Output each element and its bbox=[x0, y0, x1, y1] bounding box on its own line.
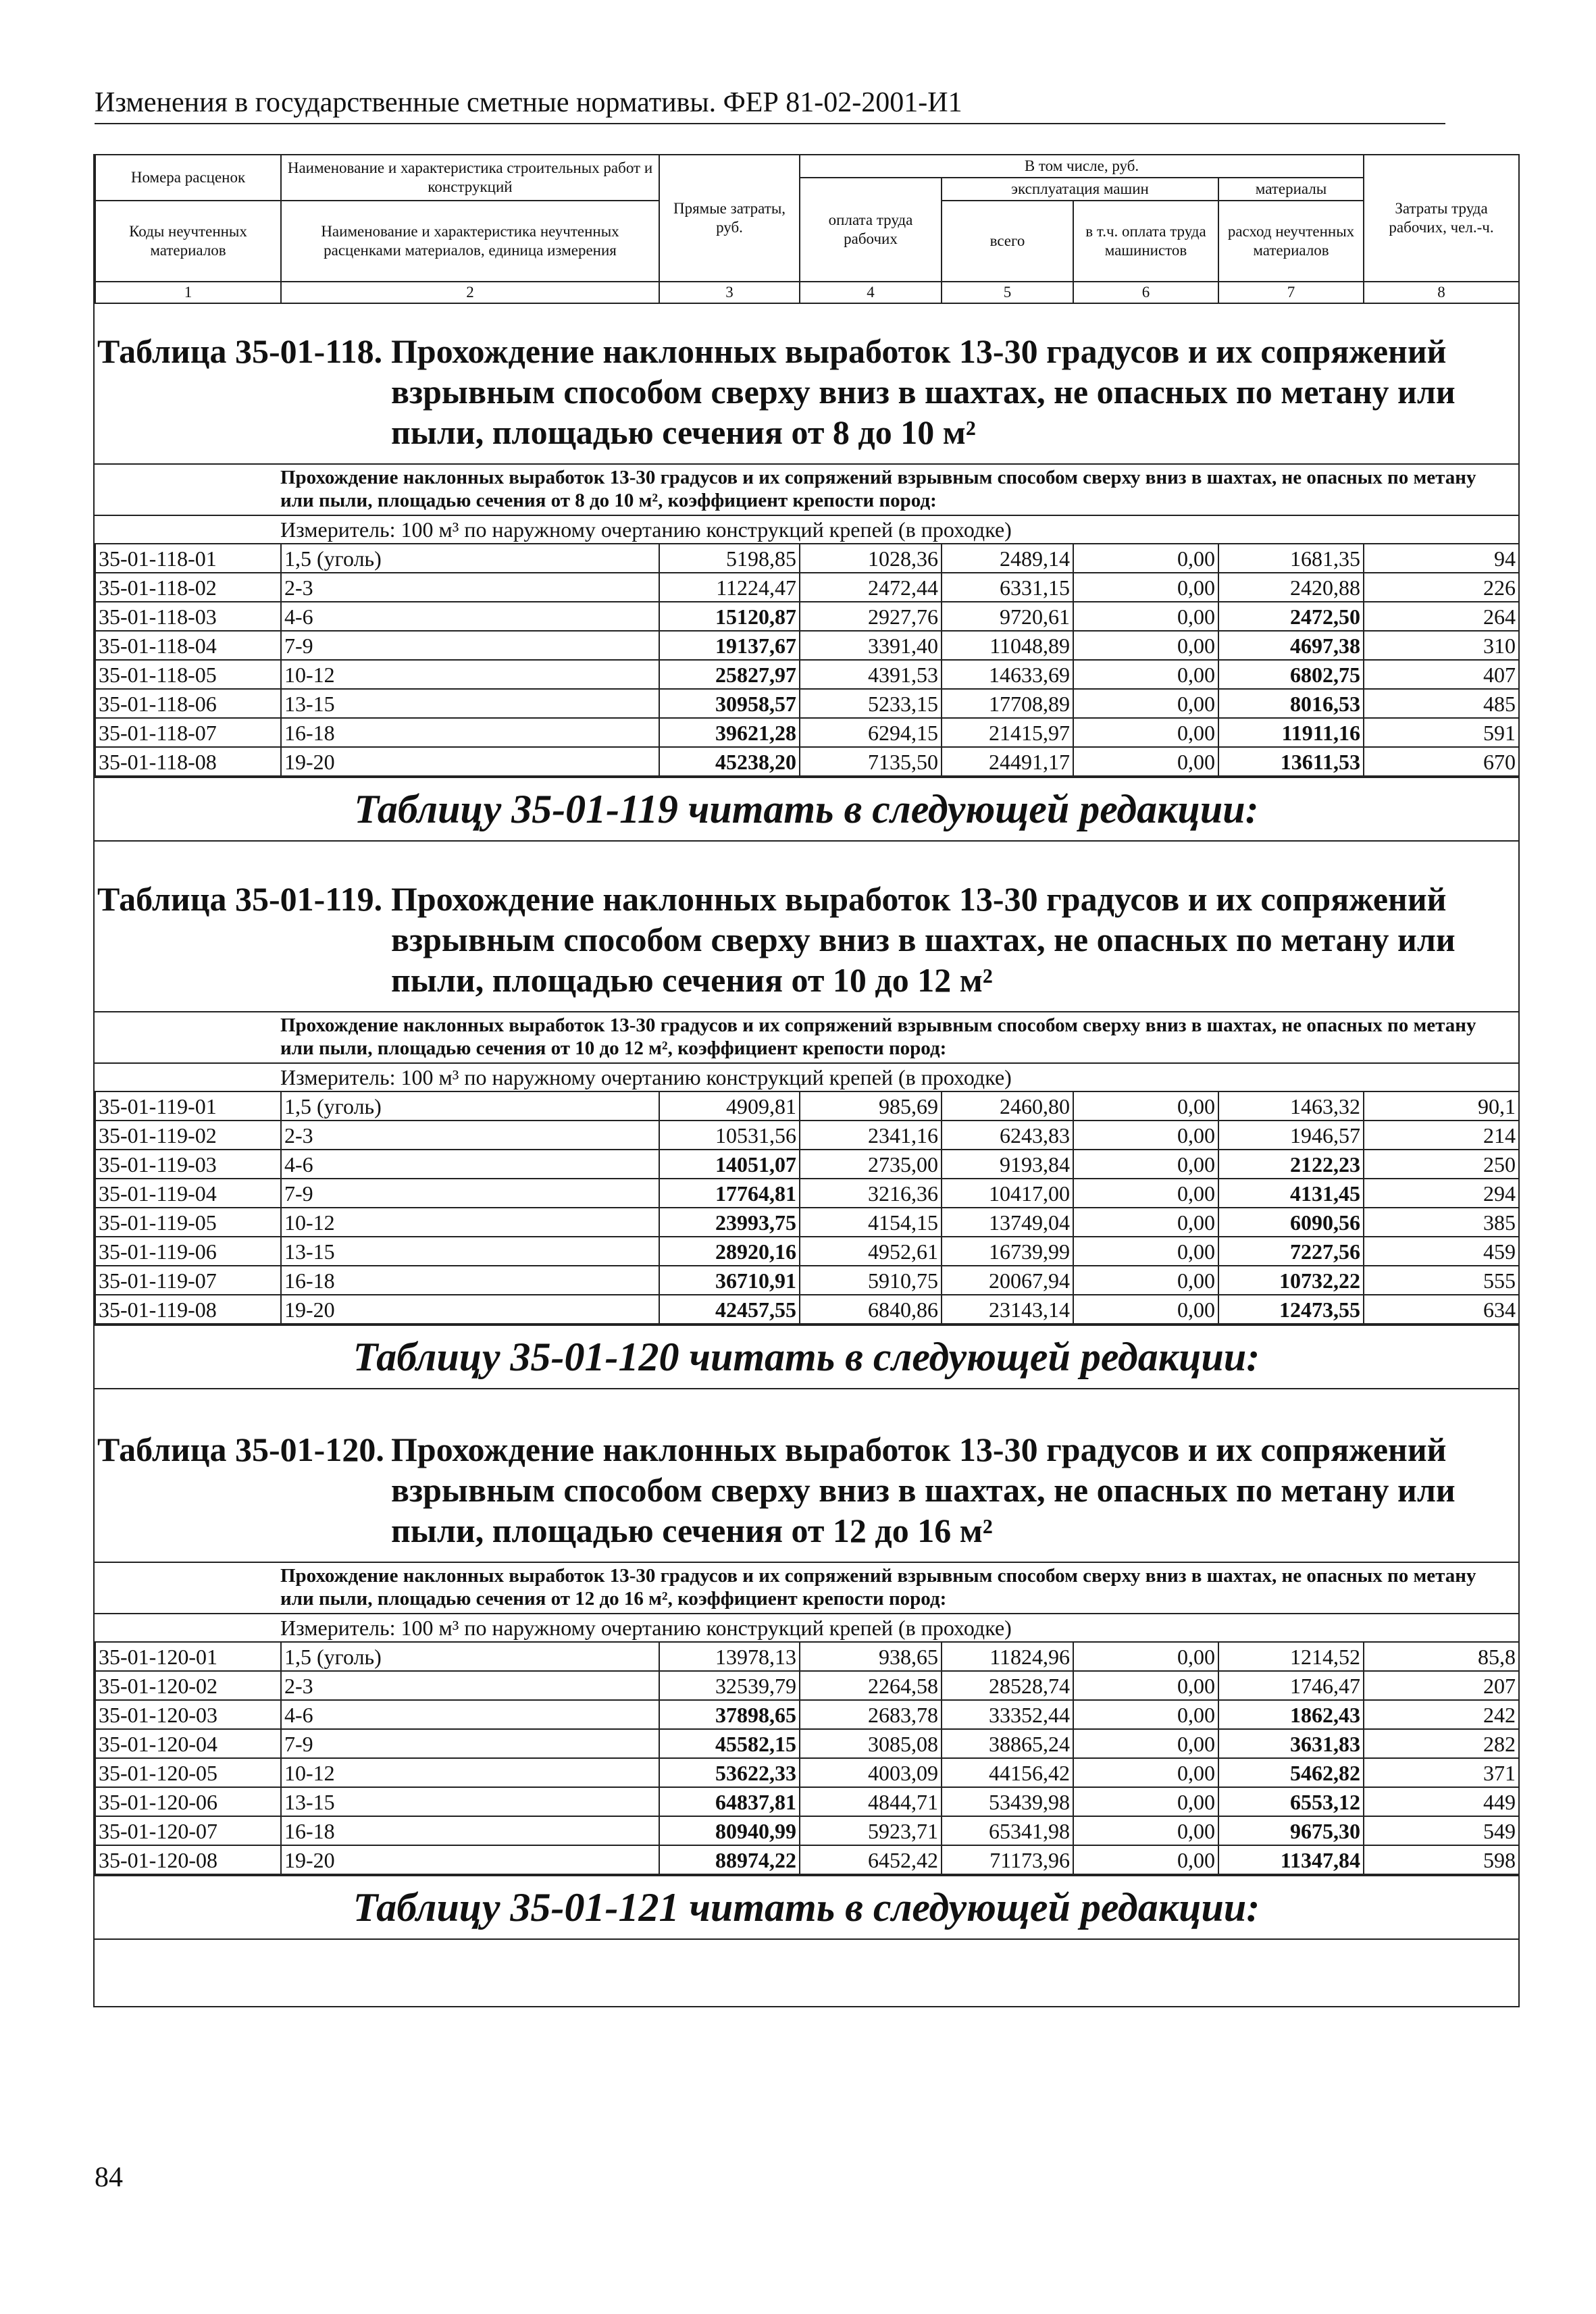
cell-direct-costs: 45582,15 bbox=[659, 1729, 800, 1758]
cell-operator-pay: 0,00 bbox=[1073, 602, 1218, 631]
cell-machine-total: 24491,17 bbox=[942, 747, 1073, 776]
cell-labor-hours: 250 bbox=[1364, 1150, 1519, 1179]
cell-operator-pay: 0,00 bbox=[1073, 747, 1218, 776]
cell-materials-cost: 6553,12 bbox=[1218, 1787, 1364, 1816]
cell-labor-hours: 264 bbox=[1364, 602, 1519, 631]
measure-unit-row bbox=[95, 1062, 1518, 1091]
cell-worker-pay: 2927,76 bbox=[800, 602, 942, 631]
rates-table bbox=[95, 1641, 1520, 1875]
cell-direct-costs: 64837,81 bbox=[659, 1787, 800, 1816]
cell-rate-code: 35-01-119-01 bbox=[95, 1091, 281, 1121]
cell-operator-pay: 0,00 bbox=[1073, 1295, 1218, 1324]
cell-materials-cost: 11347,84 bbox=[1218, 1845, 1364, 1874]
cell-labor-hours: 282 bbox=[1364, 1729, 1519, 1758]
cell-materials-cost: 9675,30 bbox=[1218, 1816, 1364, 1845]
table-description bbox=[95, 1562, 1518, 1613]
cell-worker-pay: 4952,61 bbox=[800, 1237, 942, 1266]
cell-labor-hours: 591 bbox=[1364, 718, 1519, 747]
table-description bbox=[95, 463, 1518, 515]
cell-direct-costs: 13978,13 bbox=[659, 1642, 800, 1671]
cell-labor-hours: 310 bbox=[1364, 631, 1519, 660]
table-description bbox=[95, 1011, 1518, 1062]
cell-worker-pay: 4391,53 bbox=[800, 660, 942, 689]
cell-direct-costs: 80940,99 bbox=[659, 1816, 800, 1845]
cell-machine-total: 44156,42 bbox=[942, 1758, 1073, 1787]
cell-machine-total: 20067,94 bbox=[942, 1266, 1073, 1295]
cell-materials-cost: 4697,38 bbox=[1218, 631, 1364, 660]
cell-machine-total: 2460,80 bbox=[942, 1091, 1073, 1121]
cell-rate-code: 35-01-120-02 bbox=[95, 1671, 281, 1700]
cell-rate-code: 35-01-119-05 bbox=[95, 1208, 281, 1237]
cell-materials-cost: 8016,53 bbox=[1218, 689, 1364, 718]
header-labor-costs: Затраты труда рабочих, чел.-ч. bbox=[1364, 155, 1519, 282]
cell-machine-total: 33352,44 bbox=[942, 1700, 1073, 1729]
cell-labor-hours: 598 bbox=[1364, 1845, 1519, 1874]
table-row bbox=[95, 1700, 1519, 1729]
cell-worker-pay: 3216,36 bbox=[800, 1179, 942, 1208]
cell-direct-costs: 53622,33 bbox=[659, 1758, 800, 1787]
cell-materials-cost: 5462,82 bbox=[1218, 1758, 1364, 1787]
cell-worker-pay: 1028,36 bbox=[800, 544, 942, 573]
cell-direct-costs: 17764,81 bbox=[659, 1179, 800, 1208]
header-direct-costs: Прямые затраты, руб. bbox=[659, 155, 800, 282]
cell-rate-code: 35-01-120-04 bbox=[95, 1729, 281, 1758]
section-table-35-01-119 bbox=[95, 879, 1518, 1389]
cell-rock-hardness: 7-9 bbox=[281, 1729, 659, 1758]
cell-worker-pay: 6452,42 bbox=[800, 1845, 942, 1874]
cell-worker-pay: 2683,78 bbox=[800, 1700, 942, 1729]
cell-worker-pay: 938,65 bbox=[800, 1642, 942, 1671]
table-label: Таблица 35-01-118. bbox=[97, 332, 383, 370]
cell-labor-hours: 634 bbox=[1364, 1295, 1519, 1324]
cell-rock-hardness: 1,5 (уголь) bbox=[281, 1642, 659, 1671]
table-row bbox=[95, 1845, 1519, 1874]
col-number-2: 2 bbox=[281, 282, 659, 303]
measure-unit-row bbox=[95, 515, 1518, 543]
cell-labor-hours: 555 bbox=[1364, 1266, 1519, 1295]
cell-operator-pay: 0,00 bbox=[1073, 718, 1218, 747]
cell-operator-pay: 0,00 bbox=[1073, 1091, 1218, 1121]
header-work-name: Наименование и характеристика строительных работ и конструкций bbox=[281, 155, 659, 201]
page-number: 84 bbox=[95, 2162, 123, 2193]
cell-rate-code: 35-01-120-07 bbox=[95, 1816, 281, 1845]
header-material-consumption: расход неучтенных материалов bbox=[1218, 201, 1364, 282]
cell-rock-hardness: 10-12 bbox=[281, 1758, 659, 1787]
running-head: Изменения в государственные сметные нормативы. ФЕР 81-02-2001-И1 bbox=[95, 86, 1445, 124]
cell-rock-hardness: 7-9 bbox=[281, 631, 659, 660]
cell-materials-cost: 1862,43 bbox=[1218, 1700, 1364, 1729]
cell-direct-costs: 25827,97 bbox=[659, 660, 800, 689]
cell-operator-pay: 0,00 bbox=[1073, 573, 1218, 602]
cell-worker-pay: 2472,44 bbox=[800, 573, 942, 602]
cell-operator-pay: 0,00 bbox=[1073, 1845, 1218, 1874]
cell-operator-pay: 0,00 bbox=[1073, 1671, 1218, 1700]
cell-worker-pay: 985,69 bbox=[800, 1091, 942, 1121]
cell-operator-pay: 0,00 bbox=[1073, 1266, 1218, 1295]
header-material-name: Наименование и характеристика неучтенных расценками материалов, единица измерения bbox=[281, 201, 659, 282]
cell-worker-pay: 3391,40 bbox=[800, 631, 942, 660]
cell-materials-cost: 2420,88 bbox=[1218, 573, 1364, 602]
table-row bbox=[95, 1150, 1519, 1179]
cell-machine-total: 17708,89 bbox=[942, 689, 1073, 718]
cell-rate-code: 35-01-120-01 bbox=[95, 1642, 281, 1671]
cell-rate-code: 35-01-118-01 bbox=[95, 544, 281, 573]
cell-worker-pay: 4003,09 bbox=[800, 1758, 942, 1787]
cell-direct-costs: 39621,28 bbox=[659, 718, 800, 747]
cell-rate-code: 35-01-120-08 bbox=[95, 1845, 281, 1874]
cell-worker-pay: 5910,75 bbox=[800, 1266, 942, 1295]
cell-direct-costs: 42457,55 bbox=[659, 1295, 800, 1324]
cell-rock-hardness: 13-15 bbox=[281, 1237, 659, 1266]
cell-operator-pay: 0,00 bbox=[1073, 1816, 1218, 1845]
table-title bbox=[95, 879, 1518, 1000]
cell-direct-costs: 28920,16 bbox=[659, 1237, 800, 1266]
header-material-codes: Коды неучтенных материалов bbox=[95, 201, 281, 282]
cell-materials-cost: 13611,53 bbox=[1218, 747, 1364, 776]
cell-materials-cost: 1214,52 bbox=[1218, 1642, 1364, 1671]
cell-rate-code: 35-01-118-03 bbox=[95, 602, 281, 631]
cell-direct-costs: 36710,91 bbox=[659, 1266, 800, 1295]
header-machine-total: всего bbox=[942, 201, 1073, 282]
cell-machine-total: 6243,83 bbox=[942, 1121, 1073, 1150]
cell-rock-hardness: 1,5 (уголь) bbox=[281, 1091, 659, 1121]
cell-materials-cost: 6090,56 bbox=[1218, 1208, 1364, 1237]
cell-direct-costs: 14051,07 bbox=[659, 1150, 800, 1179]
cell-rate-code: 35-01-118-07 bbox=[95, 718, 281, 747]
cell-rate-code: 35-01-119-04 bbox=[95, 1179, 281, 1208]
cell-direct-costs: 23993,75 bbox=[659, 1208, 800, 1237]
cell-labor-hours: 549 bbox=[1364, 1816, 1519, 1845]
cell-rock-hardness: 16-18 bbox=[281, 1266, 659, 1295]
cell-machine-total: 14633,69 bbox=[942, 660, 1073, 689]
cell-worker-pay: 4844,71 bbox=[800, 1787, 942, 1816]
cell-direct-costs: 4909,81 bbox=[659, 1091, 800, 1121]
table-row bbox=[95, 1642, 1519, 1671]
cell-rock-hardness: 4-6 bbox=[281, 602, 659, 631]
cell-worker-pay: 6294,15 bbox=[800, 718, 942, 747]
cell-operator-pay: 0,00 bbox=[1073, 660, 1218, 689]
table-heading: Прохождение наклонных выработок 13-30 градусов и их сопряжений взрывным способом сверху вниз в шахтах, не опасных по метану или пыли, площадью сечения от 10 до 12 м² bbox=[391, 880, 1456, 999]
cell-operator-pay: 0,00 bbox=[1073, 1729, 1218, 1758]
cell-rate-code: 35-01-119-03 bbox=[95, 1150, 281, 1179]
cell-rate-code: 35-01-118-08 bbox=[95, 747, 281, 776]
cell-materials-cost: 1746,47 bbox=[1218, 1671, 1364, 1700]
cell-labor-hours: 94 bbox=[1364, 544, 1519, 573]
column-header-table bbox=[95, 154, 1520, 304]
cell-labor-hours: 226 bbox=[1364, 573, 1519, 602]
cell-machine-total: 10417,00 bbox=[942, 1179, 1073, 1208]
col-number-7: 7 bbox=[1218, 282, 1364, 303]
cell-rate-code: 35-01-118-06 bbox=[95, 689, 281, 718]
cell-rate-code: 35-01-119-06 bbox=[95, 1237, 281, 1266]
cell-labor-hours: 485 bbox=[1364, 689, 1519, 718]
cell-machine-total: 2489,14 bbox=[942, 544, 1073, 573]
cell-operator-pay: 0,00 bbox=[1073, 544, 1218, 573]
cell-direct-costs: 10531,56 bbox=[659, 1121, 800, 1150]
table-title bbox=[95, 331, 1518, 453]
read-next-notice: Таблицу 35-01-120 читать в следующей редакции: bbox=[95, 1325, 1518, 1389]
cell-labor-hours: 294 bbox=[1364, 1179, 1519, 1208]
cell-machine-total: 28528,74 bbox=[942, 1671, 1073, 1700]
cell-rock-hardness: 13-15 bbox=[281, 1787, 659, 1816]
cell-machine-total: 9193,84 bbox=[942, 1150, 1073, 1179]
header-materials: материалы bbox=[1218, 178, 1364, 201]
rates-table bbox=[95, 543, 1520, 777]
cell-rate-code: 35-01-118-05 bbox=[95, 660, 281, 689]
table-row bbox=[95, 1208, 1519, 1237]
header-worker-pay: оплата труда рабочих bbox=[800, 178, 942, 282]
cell-rock-hardness: 19-20 bbox=[281, 747, 659, 776]
table-row bbox=[95, 1179, 1519, 1208]
table-heading: Прохождение наклонных выработок 13-30 градусов и их сопряжений взрывным способом сверху вниз в шахтах, не опасных по метану или пыли, площадью сечения от 8 до 10 м² bbox=[391, 332, 1456, 451]
cell-direct-costs: 11224,47 bbox=[659, 573, 800, 602]
table-row bbox=[95, 1295, 1519, 1324]
cell-worker-pay: 4154,15 bbox=[800, 1208, 942, 1237]
measure-unit-text: Измеритель: 100 м³ по наружному очертанию конструкций крепей (в проходке) bbox=[280, 517, 1012, 542]
cell-worker-pay: 7135,50 bbox=[800, 747, 942, 776]
cell-worker-pay: 2735,00 bbox=[800, 1150, 942, 1179]
cell-worker-pay: 5923,71 bbox=[800, 1816, 942, 1845]
cell-materials-cost: 1681,35 bbox=[1218, 544, 1364, 573]
cell-rock-hardness: 16-18 bbox=[281, 1816, 659, 1845]
cell-rock-hardness: 7-9 bbox=[281, 1179, 659, 1208]
cell-labor-hours: 90,1 bbox=[1364, 1091, 1519, 1121]
cell-materials-cost: 7227,56 bbox=[1218, 1237, 1364, 1266]
measure-unit-text: Измеритель: 100 м³ по наружному очертанию конструкций крепей (в проходке) bbox=[280, 1065, 1012, 1089]
table-title bbox=[95, 1429, 1518, 1551]
col-number-4: 4 bbox=[800, 282, 942, 303]
cell-rate-code: 35-01-118-02 bbox=[95, 573, 281, 602]
cell-rate-code: 35-01-118-04 bbox=[95, 631, 281, 660]
cell-operator-pay: 0,00 bbox=[1073, 1758, 1218, 1787]
cell-labor-hours: 385 bbox=[1364, 1208, 1519, 1237]
table-row bbox=[95, 1758, 1519, 1787]
read-next-notice: Таблицу 35-01-121 читать в следующей редакции: bbox=[95, 1875, 1518, 1940]
cell-worker-pay: 6840,86 bbox=[800, 1295, 942, 1324]
cell-materials-cost: 4131,45 bbox=[1218, 1179, 1364, 1208]
cell-rate-code: 35-01-119-02 bbox=[95, 1121, 281, 1150]
cell-machine-total: 38865,24 bbox=[942, 1729, 1073, 1758]
cell-machine-total: 53439,98 bbox=[942, 1787, 1073, 1816]
table-row bbox=[95, 1091, 1519, 1121]
description-text: Прохождение наклонных выработок 13-30 градусов и их сопряжений взрывным способом сверху вниз в шахтах, не опасных по метану или пыли, площадью сечения от 8 до 10 м², коэффициент крепости пород: bbox=[280, 467, 1476, 511]
cell-rock-hardness: 4-6 bbox=[281, 1700, 659, 1729]
description-text: Прохождение наклонных выработок 13-30 градусов и их сопряжений взрывным способом сверху вниз в шахтах, не опасных по метану или пыли, площадью сечения от 10 до 12 м², коэффициент крепости пород: bbox=[280, 1014, 1476, 1059]
cell-rock-hardness: 2-3 bbox=[281, 1121, 659, 1150]
cell-operator-pay: 0,00 bbox=[1073, 631, 1218, 660]
header-machine-operation: эксплуатация машин bbox=[942, 178, 1218, 201]
read-next-notice: Таблицу 35-01-119 читать в следующей редакции: bbox=[95, 777, 1518, 842]
cell-materials-cost: 1946,57 bbox=[1218, 1121, 1364, 1150]
cell-rock-hardness: 10-12 bbox=[281, 660, 659, 689]
cell-operator-pay: 0,00 bbox=[1073, 1642, 1218, 1671]
cell-machine-total: 21415,97 bbox=[942, 718, 1073, 747]
cell-rock-hardness: 19-20 bbox=[281, 1845, 659, 1874]
cell-rate-code: 35-01-120-03 bbox=[95, 1700, 281, 1729]
cell-operator-pay: 0,00 bbox=[1073, 1121, 1218, 1150]
table-row bbox=[95, 544, 1519, 573]
cell-materials-cost: 10732,22 bbox=[1218, 1266, 1364, 1295]
cell-rate-code: 35-01-119-07 bbox=[95, 1266, 281, 1295]
cell-direct-costs: 37898,65 bbox=[659, 1700, 800, 1729]
table-label: Таблица 35-01-119. bbox=[97, 880, 383, 918]
cell-labor-hours: 207 bbox=[1364, 1671, 1519, 1700]
measure-unit-text: Измеритель: 100 м³ по наружному очертанию конструкций крепей (в проходке) bbox=[280, 1616, 1012, 1640]
cell-direct-costs: 88974,22 bbox=[659, 1845, 800, 1874]
table-row bbox=[95, 573, 1519, 602]
header-rate-numbers: Номера расценок bbox=[95, 155, 281, 201]
rates-table bbox=[95, 1091, 1520, 1325]
cell-direct-costs: 32539,79 bbox=[659, 1671, 800, 1700]
cell-operator-pay: 0,00 bbox=[1073, 1237, 1218, 1266]
cell-direct-costs: 15120,87 bbox=[659, 602, 800, 631]
measure-unit-row bbox=[95, 1613, 1518, 1641]
header-including: В том числе, руб. bbox=[800, 155, 1364, 178]
cell-worker-pay: 2264,58 bbox=[800, 1671, 942, 1700]
cell-materials-cost: 3631,83 bbox=[1218, 1729, 1364, 1758]
cell-worker-pay: 5233,15 bbox=[800, 689, 942, 718]
table-row bbox=[95, 1266, 1519, 1295]
col-number-5: 5 bbox=[942, 282, 1073, 303]
table-row bbox=[95, 1121, 1519, 1150]
cell-labor-hours: 407 bbox=[1364, 660, 1519, 689]
cell-direct-costs: 30958,57 bbox=[659, 689, 800, 718]
cell-operator-pay: 0,00 bbox=[1073, 1208, 1218, 1237]
cell-materials-cost: 6802,75 bbox=[1218, 660, 1364, 689]
cell-operator-pay: 0,00 bbox=[1073, 1787, 1218, 1816]
cell-materials-cost: 2122,23 bbox=[1218, 1150, 1364, 1179]
cell-rate-code: 35-01-119-08 bbox=[95, 1295, 281, 1324]
cell-rock-hardness: 2-3 bbox=[281, 1671, 659, 1700]
cell-machine-total: 6331,15 bbox=[942, 573, 1073, 602]
cell-rock-hardness: 13-15 bbox=[281, 689, 659, 718]
table-row bbox=[95, 1816, 1519, 1845]
cell-labor-hours: 214 bbox=[1364, 1121, 1519, 1150]
cell-rock-hardness: 1,5 (уголь) bbox=[281, 544, 659, 573]
section-table-35-01-120 bbox=[95, 1429, 1518, 1940]
cell-labor-hours: 242 bbox=[1364, 1700, 1519, 1729]
cell-machine-total: 11824,96 bbox=[942, 1642, 1073, 1671]
cell-direct-costs: 5198,85 bbox=[659, 544, 800, 573]
cell-operator-pay: 0,00 bbox=[1073, 1700, 1218, 1729]
cell-direct-costs: 45238,20 bbox=[659, 747, 800, 776]
section-table-35-01-118 bbox=[95, 331, 1518, 842]
cell-worker-pay: 3085,08 bbox=[800, 1729, 942, 1758]
table-row bbox=[95, 689, 1519, 718]
cell-direct-costs: 19137,67 bbox=[659, 631, 800, 660]
description-text: Прохождение наклонных выработок 13-30 градусов и их сопряжений взрывным способом сверху вниз в шахтах, не опасных по метану или пыли, площадью сечения от 12 до 16 м², коэффициент крепости пород: bbox=[280, 1565, 1476, 1610]
table-row bbox=[95, 1787, 1519, 1816]
cell-labor-hours: 85,8 bbox=[1364, 1642, 1519, 1671]
cell-materials-cost: 2472,50 bbox=[1218, 602, 1364, 631]
cell-rock-hardness: 16-18 bbox=[281, 718, 659, 747]
cell-machine-total: 65341,98 bbox=[942, 1816, 1073, 1845]
col-number-6: 6 bbox=[1073, 282, 1218, 303]
table-heading: Прохождение наклонных выработок 13-30 градусов и их сопряжений взрывным способом сверху вниз в шахтах, не опасных по метану или пыли, площадью сечения от 12 до 16 м² bbox=[391, 1431, 1456, 1549]
cell-rate-code: 35-01-120-05 bbox=[95, 1758, 281, 1787]
table-row bbox=[95, 602, 1519, 631]
table-label: Таблица 35-01-120. bbox=[97, 1431, 384, 1468]
cell-rock-hardness: 10-12 bbox=[281, 1208, 659, 1237]
cell-labor-hours: 670 bbox=[1364, 747, 1519, 776]
col-number-8: 8 bbox=[1364, 282, 1519, 303]
cell-machine-total: 23143,14 bbox=[942, 1295, 1073, 1324]
col-number-3: 3 bbox=[659, 282, 800, 303]
table-row bbox=[95, 1671, 1519, 1700]
table-row bbox=[95, 718, 1519, 747]
cell-operator-pay: 0,00 bbox=[1073, 689, 1218, 718]
cell-operator-pay: 0,00 bbox=[1073, 1179, 1218, 1208]
cell-materials-cost: 12473,55 bbox=[1218, 1295, 1364, 1324]
table-row bbox=[95, 1237, 1519, 1266]
cell-machine-total: 9720,61 bbox=[942, 602, 1073, 631]
cell-machine-total: 13749,04 bbox=[942, 1208, 1073, 1237]
cell-labor-hours: 449 bbox=[1364, 1787, 1519, 1816]
cell-operator-pay: 0,00 bbox=[1073, 1150, 1218, 1179]
cell-labor-hours: 371 bbox=[1364, 1758, 1519, 1787]
col-number-1: 1 bbox=[95, 282, 281, 303]
table-row bbox=[95, 660, 1519, 689]
document-frame bbox=[93, 154, 1520, 2007]
cell-rock-hardness: 2-3 bbox=[281, 573, 659, 602]
cell-machine-total: 16739,99 bbox=[942, 1237, 1073, 1266]
cell-machine-total: 71173,96 bbox=[942, 1845, 1073, 1874]
cell-materials-cost: 11911,16 bbox=[1218, 718, 1364, 747]
header-operator-pay: в т.ч. оплата труда машинистов bbox=[1073, 201, 1218, 282]
table-row bbox=[95, 631, 1519, 660]
table-row bbox=[95, 747, 1519, 776]
cell-rock-hardness: 4-6 bbox=[281, 1150, 659, 1179]
table-row bbox=[95, 1729, 1519, 1758]
cell-rate-code: 35-01-120-06 bbox=[95, 1787, 281, 1816]
cell-worker-pay: 2341,16 bbox=[800, 1121, 942, 1150]
cell-machine-total: 11048,89 bbox=[942, 631, 1073, 660]
cell-rock-hardness: 19-20 bbox=[281, 1295, 659, 1324]
cell-materials-cost: 1463,32 bbox=[1218, 1091, 1364, 1121]
cell-labor-hours: 459 bbox=[1364, 1237, 1519, 1266]
